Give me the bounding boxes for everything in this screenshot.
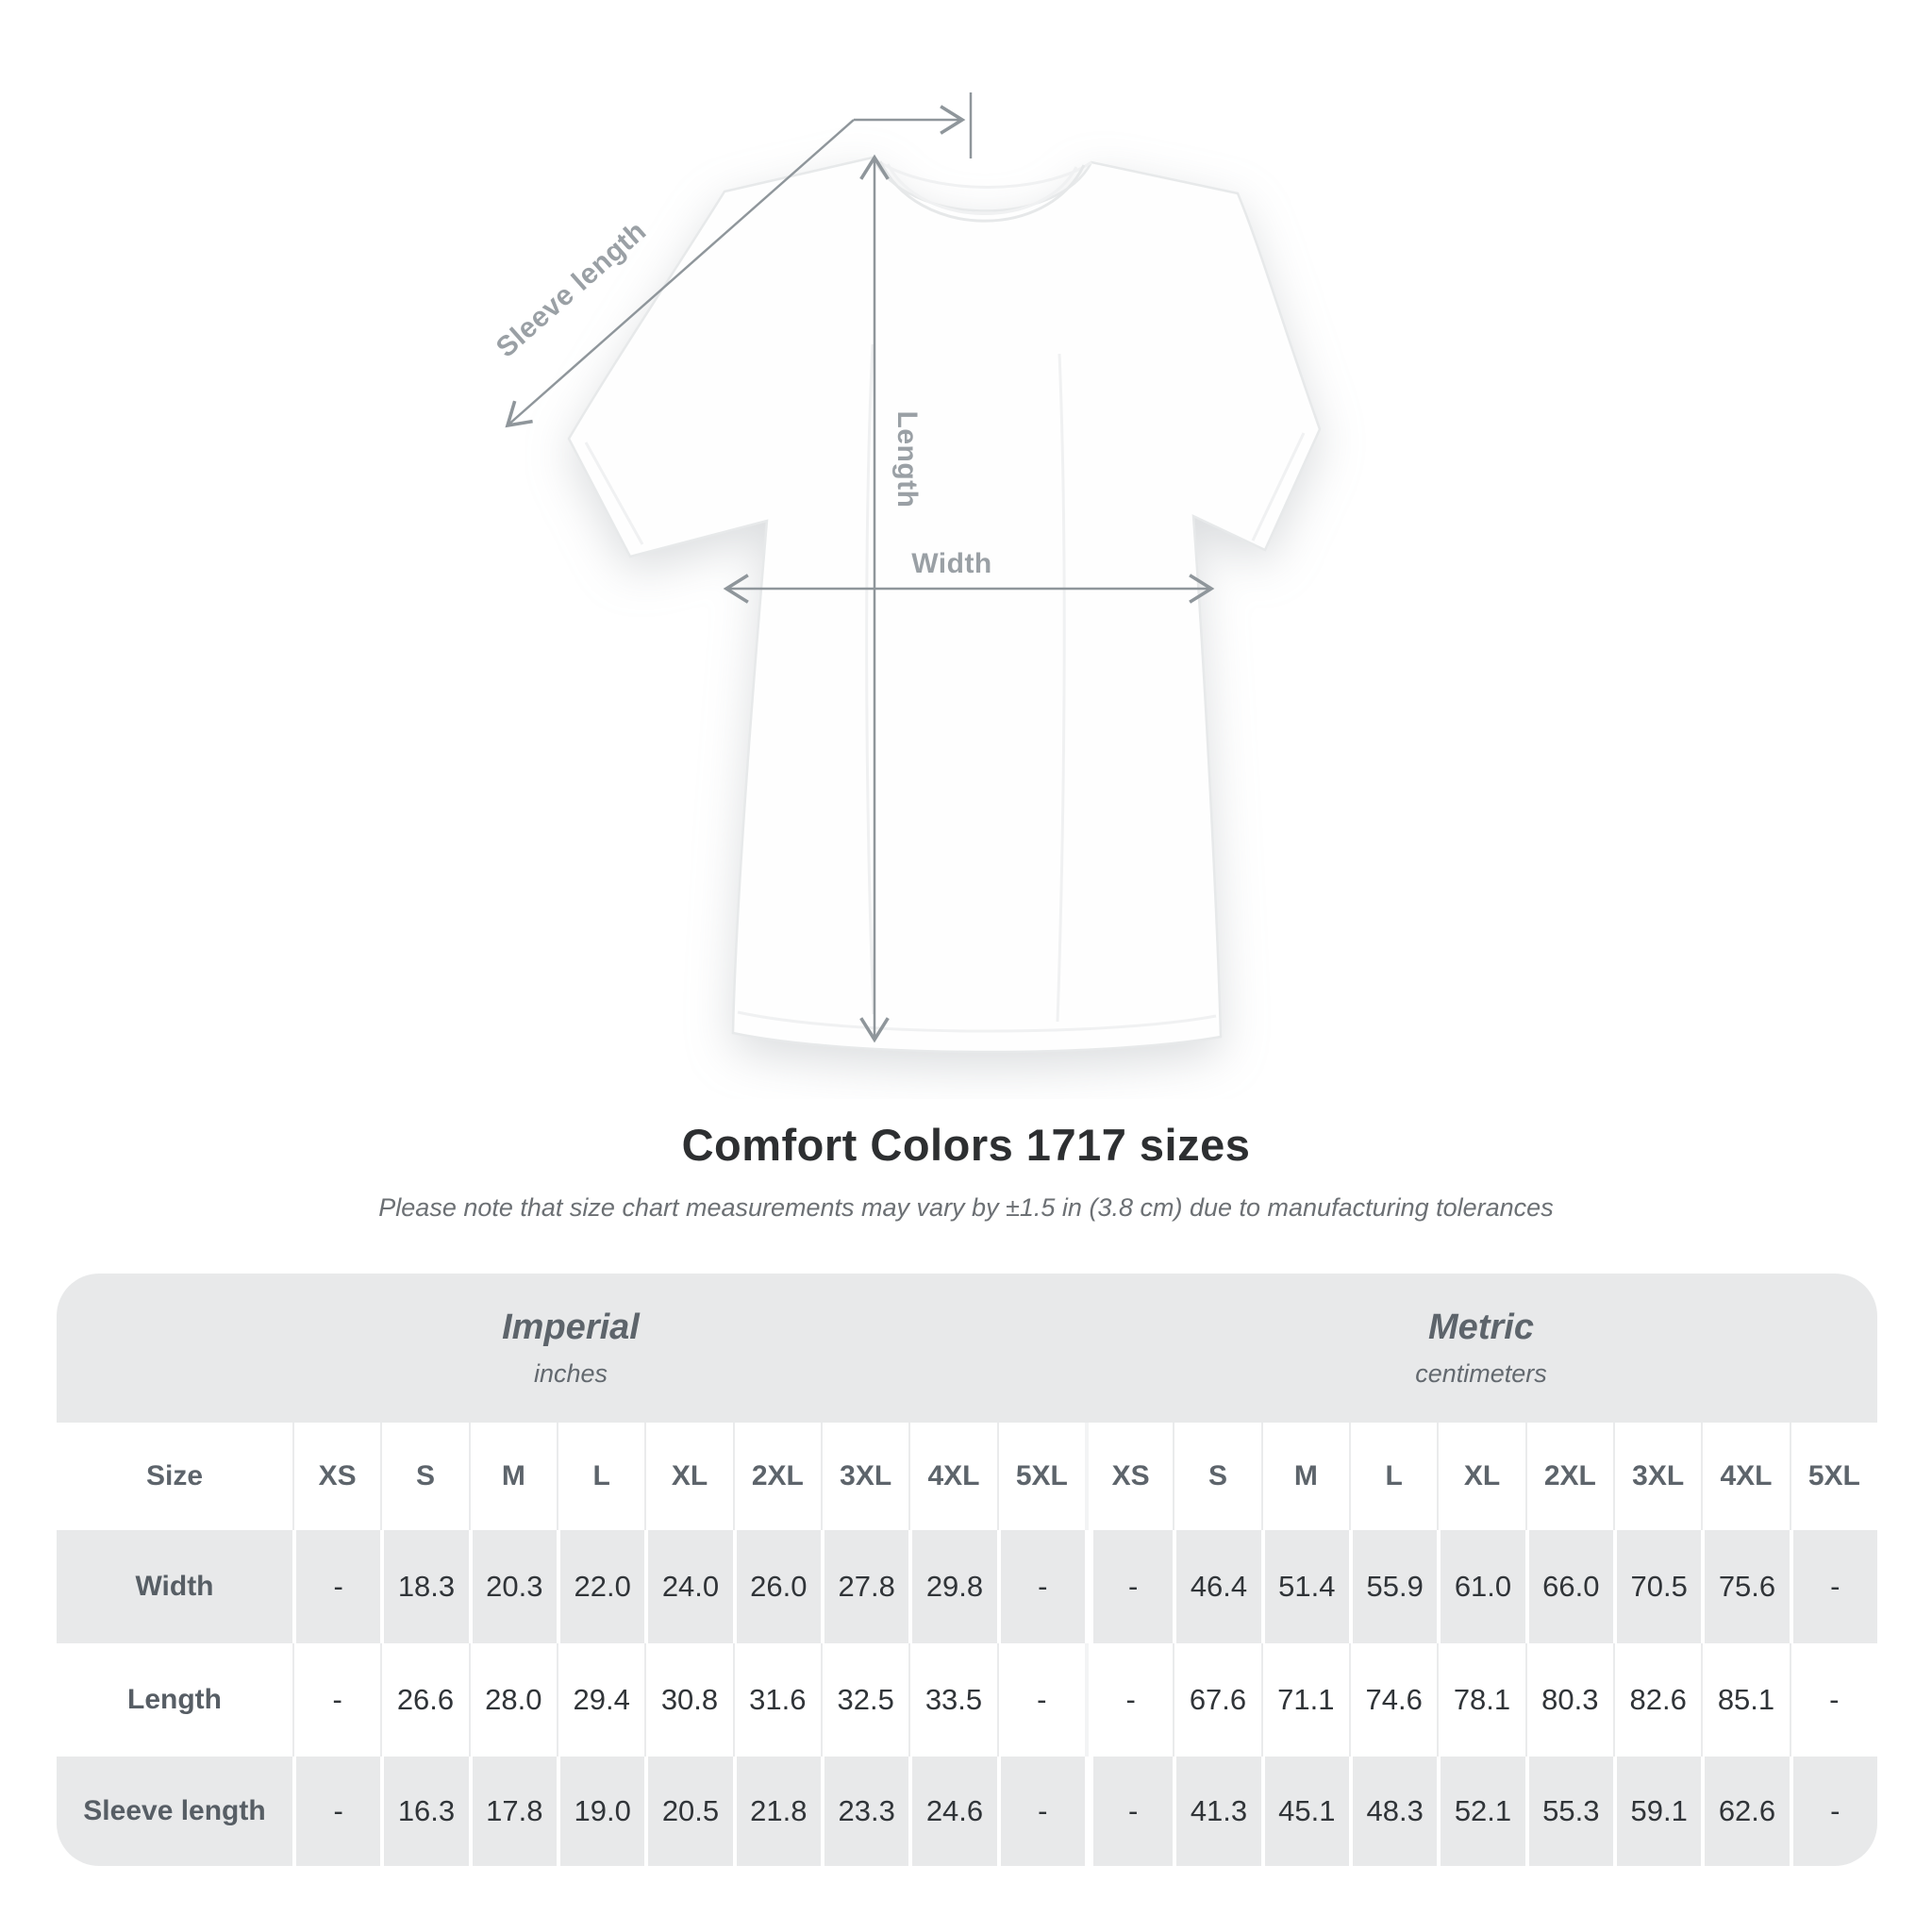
table-cell: - xyxy=(1790,1757,1877,1866)
metric-size-header: XL xyxy=(1437,1423,1524,1530)
width-label: Width xyxy=(911,548,992,579)
table-cell: 26.6 xyxy=(380,1643,468,1757)
table-cell: 16.3 xyxy=(380,1757,468,1866)
table-cell: 22.0 xyxy=(557,1530,644,1643)
table-cell: 55.9 xyxy=(1349,1530,1437,1643)
table-cell: 31.6 xyxy=(733,1643,821,1757)
size-table xyxy=(57,1274,1877,1866)
table-cell: 41.3 xyxy=(1173,1757,1260,1866)
table-cell: 80.3 xyxy=(1525,1643,1613,1757)
table-cell: - xyxy=(1790,1530,1877,1643)
row-label: Sleeve length xyxy=(83,1795,266,1826)
table-cell: 24.6 xyxy=(908,1757,996,1866)
table-cell: 28.0 xyxy=(469,1643,557,1757)
table-cell: 67.6 xyxy=(1173,1643,1260,1757)
table-cell: 71.1 xyxy=(1261,1643,1349,1757)
table-cell: 62.6 xyxy=(1701,1757,1789,1866)
tshirt-illustration xyxy=(569,158,1320,1052)
length-label: Length xyxy=(891,410,923,508)
imperial-size-header: L xyxy=(557,1423,644,1530)
table-cell: 59.1 xyxy=(1613,1757,1701,1866)
table-row-sleeve-length xyxy=(57,1757,1877,1866)
imperial-size-header: 3XL xyxy=(821,1423,908,1530)
imperial-size-header: M xyxy=(469,1423,557,1530)
row-label: Length xyxy=(127,1684,222,1715)
table-row-width xyxy=(57,1530,1877,1643)
table-cell: 20.3 xyxy=(469,1530,557,1643)
metric-size-header: XS xyxy=(1085,1423,1173,1530)
table-cell: 18.3 xyxy=(380,1530,468,1643)
table-row-length xyxy=(57,1643,1877,1757)
metric-size-header: 2XL xyxy=(1525,1423,1613,1530)
imperial-size-header: 2XL xyxy=(733,1423,821,1530)
corner-header: Size xyxy=(145,1460,204,1491)
imperial-size-header: XS xyxy=(292,1423,380,1530)
page-subtitle: Please note that size chart measurements may vary by ±1.5 in (3.8 cm) due to manufacturing tolerances xyxy=(378,1193,1554,1222)
table-cell: 55.3 xyxy=(1525,1757,1613,1866)
table-cell: 75.6 xyxy=(1701,1530,1789,1643)
table-cell: 24.0 xyxy=(644,1530,732,1643)
table-cell: 19.0 xyxy=(557,1757,644,1866)
table-cell: 33.5 xyxy=(908,1643,996,1757)
table-cell: 66.0 xyxy=(1525,1530,1613,1643)
metric-title: Metric xyxy=(1428,1307,1534,1347)
table-cell: 26.0 xyxy=(733,1530,821,1643)
table-cell: - xyxy=(1790,1643,1877,1757)
size-header-row xyxy=(57,1423,1877,1530)
table-cell: 70.5 xyxy=(1613,1530,1701,1643)
table-cell: 51.4 xyxy=(1261,1530,1349,1643)
table-cell: - xyxy=(997,1643,1085,1757)
table-cell: 61.0 xyxy=(1437,1530,1524,1643)
imperial-section-header xyxy=(57,1274,1085,1423)
imperial-title: Imperial xyxy=(502,1307,640,1347)
table-cell: 30.8 xyxy=(644,1643,732,1757)
imperial-unit: inches xyxy=(533,1359,608,1388)
table-cell: - xyxy=(1085,1757,1173,1866)
table-cell: 29.4 xyxy=(557,1643,644,1757)
table-cell: - xyxy=(997,1530,1085,1643)
table-cell: 17.8 xyxy=(469,1757,557,1866)
table-cell: 46.4 xyxy=(1173,1530,1260,1643)
metric-section-header xyxy=(1085,1274,1877,1423)
row-label: Width xyxy=(135,1571,214,1602)
metric-size-header: S xyxy=(1173,1423,1260,1530)
table-cell: 27.8 xyxy=(821,1530,908,1643)
table-cell: 29.8 xyxy=(908,1530,996,1643)
table-cell: 23.3 xyxy=(821,1757,908,1866)
table-cell: - xyxy=(292,1757,380,1866)
table-cell: - xyxy=(997,1757,1085,1866)
metric-size-header: 4XL xyxy=(1701,1423,1789,1530)
table-cell: 20.5 xyxy=(644,1757,732,1866)
table-cell: 74.6 xyxy=(1349,1643,1437,1757)
page-title: Comfort Colors 1717 sizes xyxy=(681,1120,1251,1170)
metric-size-header: L xyxy=(1349,1423,1437,1530)
table-cell: 32.5 xyxy=(821,1643,908,1757)
table-cell: 85.1 xyxy=(1701,1643,1789,1757)
table-cell: 21.8 xyxy=(733,1757,821,1866)
tshirt-measurement-diagram xyxy=(396,52,1368,1099)
title-block xyxy=(0,1119,1932,1223)
metric-size-header: M xyxy=(1261,1423,1349,1530)
imperial-size-header: 5XL xyxy=(997,1423,1085,1530)
table-cell: 78.1 xyxy=(1437,1643,1524,1757)
imperial-size-header: S xyxy=(380,1423,468,1530)
imperial-size-header: XL xyxy=(644,1423,732,1530)
table-cell: - xyxy=(292,1643,380,1757)
imperial-size-header: 4XL xyxy=(908,1423,996,1530)
table-cell: - xyxy=(292,1530,380,1643)
sleeve-length-label: Sleeve length xyxy=(490,215,653,364)
table-cell: 82.6 xyxy=(1613,1643,1701,1757)
unit-header-band xyxy=(57,1274,1877,1423)
table-cell: 48.3 xyxy=(1349,1757,1437,1866)
table-cell: - xyxy=(1085,1643,1173,1757)
table-cell: - xyxy=(1085,1530,1173,1643)
table-cell: 45.1 xyxy=(1261,1757,1349,1866)
metric-size-header: 5XL xyxy=(1790,1423,1877,1530)
metric-size-header: 3XL xyxy=(1613,1423,1701,1530)
metric-unit: centimeters xyxy=(1415,1359,1547,1388)
table-cell: 52.1 xyxy=(1437,1757,1524,1866)
